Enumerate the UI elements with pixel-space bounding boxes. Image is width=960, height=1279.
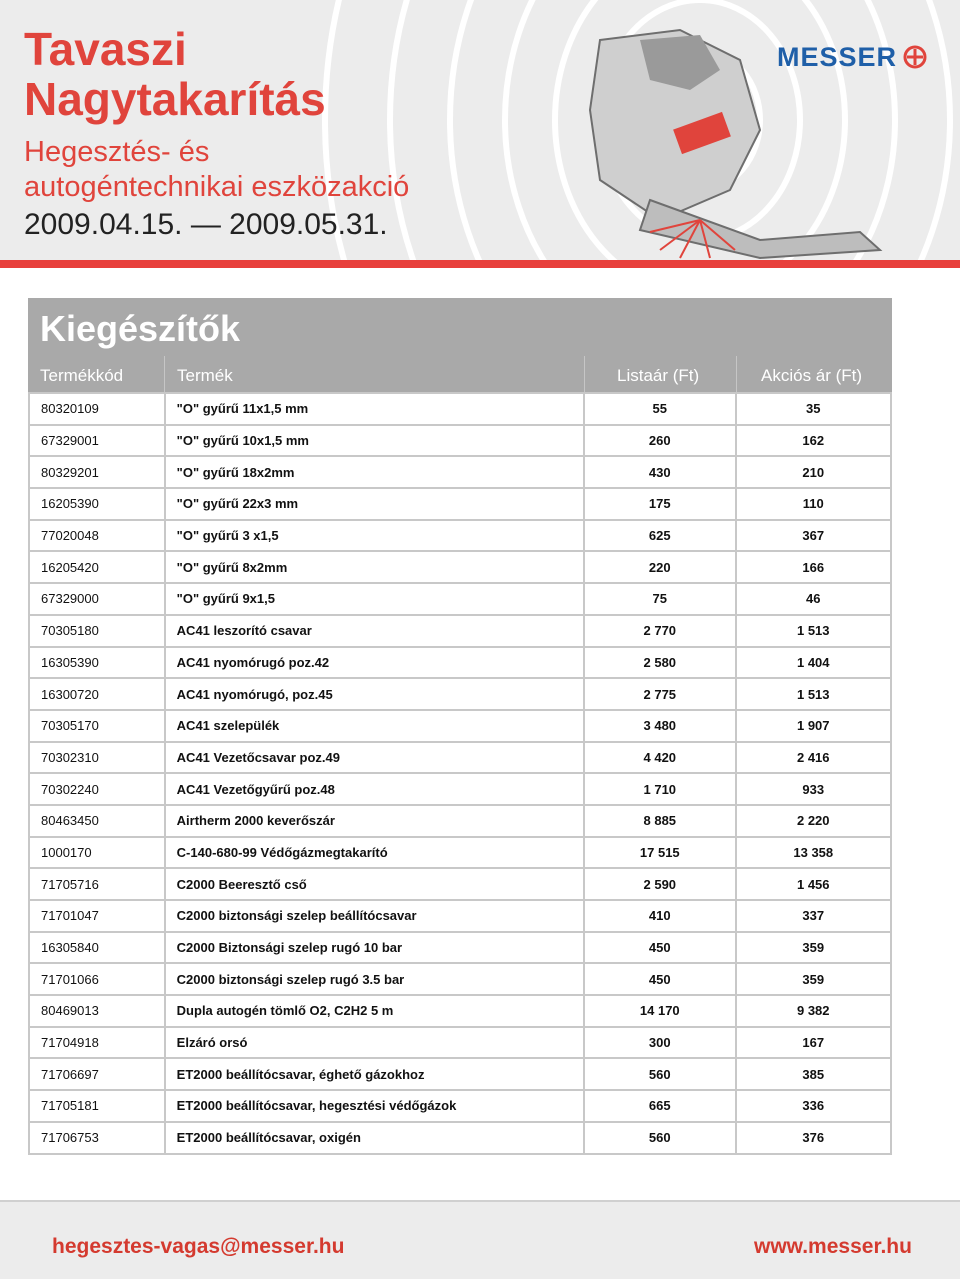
- sale-price: 359: [736, 963, 891, 995]
- table-row: [29, 805, 891, 837]
- list-price: 220: [584, 551, 735, 583]
- list-price: 1 710: [584, 773, 735, 805]
- list-price: 75: [584, 583, 735, 615]
- product-name: AC41 Vezetőcsavar poz.49: [165, 742, 584, 774]
- product-name: AC41 nyomórugó poz.42: [165, 647, 584, 679]
- list-price: 55: [584, 393, 735, 425]
- product-code: 71705181: [29, 1090, 165, 1122]
- list-price: 260: [584, 425, 735, 457]
- product-name: "O" gyűrű 3 x1,5: [165, 520, 584, 552]
- sale-price: 1 404: [736, 647, 891, 679]
- product-code: 71704918: [29, 1027, 165, 1059]
- column-header-sale-price: Akciós ár (Ft): [761, 366, 863, 385]
- list-price: 175: [584, 488, 735, 520]
- product-code: 80320109: [29, 393, 165, 425]
- messer-logo-icon: [903, 45, 927, 69]
- contact-email-link[interactable]: hegesztes-vagas@messer.hu: [52, 1235, 345, 1258]
- product-code: 16205390: [29, 488, 165, 520]
- sale-price: 359: [736, 932, 891, 964]
- product-name: ET2000 beállítócsavar, éghető gázokhoz: [165, 1058, 584, 1090]
- list-price: 560: [584, 1058, 735, 1090]
- product-code: 71706697: [29, 1058, 165, 1090]
- list-price: 17 515: [584, 837, 735, 869]
- product-code: 71705716: [29, 868, 165, 900]
- product-name: "O" gyűrű 9x1,5: [165, 583, 584, 615]
- list-price: 2 580: [584, 647, 735, 679]
- promo-date-range: 2009.04.15. — 2009.05.31.: [24, 208, 388, 241]
- product-name: ET2000 beállítócsavar, oxigén: [165, 1122, 584, 1154]
- product-name: ET2000 beállítócsavar, hegesztési védőgázok: [165, 1090, 584, 1122]
- table-row: [29, 837, 891, 869]
- table-row: [29, 742, 891, 774]
- section-title: Kiegészítők: [40, 308, 241, 349]
- table-row: [29, 520, 891, 552]
- list-price: 3 480: [584, 710, 735, 742]
- banner-subtitle-line2: autogéntechnikai eszközakció: [24, 171, 410, 203]
- product-name: C2000 Biztonsági szelep rugó 10 bar: [165, 932, 584, 964]
- table-row: [29, 1027, 891, 1059]
- table-row: [29, 678, 891, 710]
- product-name: "O" gyűrű 10x1,5 mm: [165, 425, 584, 457]
- column-divider: [164, 356, 165, 392]
- product-code: 1000170: [29, 837, 165, 869]
- table-row: [29, 393, 891, 425]
- list-price: 410: [584, 900, 735, 932]
- column-header-code: Termékkód: [40, 366, 124, 385]
- product-code: 70302310: [29, 742, 165, 774]
- product-code: 71706753: [29, 1122, 165, 1154]
- product-name: C2000 biztonsági szelep beállítócsavar: [165, 900, 584, 932]
- list-price: 300: [584, 1027, 735, 1059]
- table-row: [29, 773, 891, 805]
- product-code: 80463450: [29, 805, 165, 837]
- list-price: 450: [584, 932, 735, 964]
- sale-price: 210: [736, 456, 891, 488]
- logo-text: MESSER: [777, 41, 898, 72]
- product-name: "O" gyűrű 18x2mm: [165, 456, 584, 488]
- table-row: [29, 995, 891, 1027]
- table-row: [29, 488, 891, 520]
- table-row: [29, 456, 891, 488]
- list-price: 430: [584, 456, 735, 488]
- product-code: 16305840: [29, 932, 165, 964]
- product-code: 80329201: [29, 456, 165, 488]
- product-code: 70305180: [29, 615, 165, 647]
- product-name: AC41 leszorító csavar: [165, 615, 584, 647]
- list-price: 4 420: [584, 742, 735, 774]
- table-row: [29, 963, 891, 995]
- table-row: [29, 551, 891, 583]
- sale-price: 376: [736, 1122, 891, 1154]
- column-header-name: Termék: [177, 366, 233, 385]
- sale-price: 9 382: [736, 995, 891, 1027]
- product-name: AC41 szelepülék: [165, 710, 584, 742]
- product-code: 71701066: [29, 963, 165, 995]
- table-row: [29, 615, 891, 647]
- sale-price: 166: [736, 551, 891, 583]
- messer-logo: [777, 40, 927, 74]
- product-code: 16305390: [29, 647, 165, 679]
- sale-price: 162: [736, 425, 891, 457]
- list-price: 2 770: [584, 615, 735, 647]
- table-row: [29, 1122, 891, 1154]
- list-price: 8 885: [584, 805, 735, 837]
- product-code: 80469013: [29, 995, 165, 1027]
- banner-title-line1: Tavaszi: [24, 23, 187, 75]
- table-row: [29, 1090, 891, 1122]
- sale-price: 1 456: [736, 868, 891, 900]
- table-row: [29, 932, 891, 964]
- column-divider: [736, 356, 737, 392]
- product-code: 77020048: [29, 520, 165, 552]
- list-price: 2 590: [584, 868, 735, 900]
- column-header-list-price: Listaár (Ft): [617, 366, 700, 385]
- product-code: 71701047: [29, 900, 165, 932]
- product-code: 67329001: [29, 425, 165, 457]
- list-price: 14 170: [584, 995, 735, 1027]
- list-price: 450: [584, 963, 735, 995]
- sale-price: 385: [736, 1058, 891, 1090]
- product-name: Dupla autogén tömlő O2, C2H2 5 m: [165, 995, 584, 1027]
- footer: [0, 1200, 960, 1279]
- product-name: C2000 Beeresztő cső: [165, 868, 584, 900]
- table-row: [29, 425, 891, 457]
- product-name: "O" gyűrű 22x3 mm: [165, 488, 584, 520]
- sale-price: 933: [736, 773, 891, 805]
- product-code: 70302240: [29, 773, 165, 805]
- sale-price: 35: [736, 393, 891, 425]
- list-price: 560: [584, 1122, 735, 1154]
- product-code: 70305170: [29, 710, 165, 742]
- product-code: 16205420: [29, 551, 165, 583]
- product-name: AC41 Vezetőgyűrű poz.48: [165, 773, 584, 805]
- table-row: [29, 900, 891, 932]
- list-price: 665: [584, 1090, 735, 1122]
- website-link[interactable]: www.messer.hu: [754, 1235, 912, 1258]
- sale-price: 46: [736, 583, 891, 615]
- banner-title-line2: Nagytakarítás: [24, 73, 326, 125]
- sale-price: 1 513: [736, 678, 891, 710]
- sale-price: 1 513: [736, 615, 891, 647]
- product-name: C-140-680-99 Védőgázmegtakarító: [165, 837, 584, 869]
- column-divider: [584, 356, 585, 392]
- table-row: [29, 1058, 891, 1090]
- sale-price: 2 220: [736, 805, 891, 837]
- product-name: Elzáró orsó: [165, 1027, 584, 1059]
- sale-price: 167: [736, 1027, 891, 1059]
- table-row: [29, 710, 891, 742]
- sale-price: 110: [736, 488, 891, 520]
- product-name: C2000 biztonsági szelep rugó 3.5 bar: [165, 963, 584, 995]
- product-code: 16300720: [29, 678, 165, 710]
- list-price: 2 775: [584, 678, 735, 710]
- banner-subtitle-line1: Hegesztés- és: [24, 136, 210, 168]
- section-header: [28, 298, 892, 392]
- product-name: "O" gyűrű 11x1,5 mm: [165, 393, 584, 425]
- sale-price: 337: [736, 900, 891, 932]
- table-row: [29, 868, 891, 900]
- product-name: "O" gyűrű 8x2mm: [165, 551, 584, 583]
- promo-banner: [0, 0, 960, 268]
- product-table: [28, 392, 892, 1155]
- table-row: [29, 647, 891, 679]
- sale-price: 1 907: [736, 710, 891, 742]
- sale-price: 13 358: [736, 837, 891, 869]
- sale-price: 336: [736, 1090, 891, 1122]
- product-name: Airtherm 2000 keverőszár: [165, 805, 584, 837]
- product-table-body: [29, 393, 891, 1154]
- sale-price: 2 416: [736, 742, 891, 774]
- list-price: 625: [584, 520, 735, 552]
- product-code: 67329000: [29, 583, 165, 615]
- table-row: [29, 583, 891, 615]
- sale-price: 367: [736, 520, 891, 552]
- product-name: AC41 nyomórugó, poz.45: [165, 678, 584, 710]
